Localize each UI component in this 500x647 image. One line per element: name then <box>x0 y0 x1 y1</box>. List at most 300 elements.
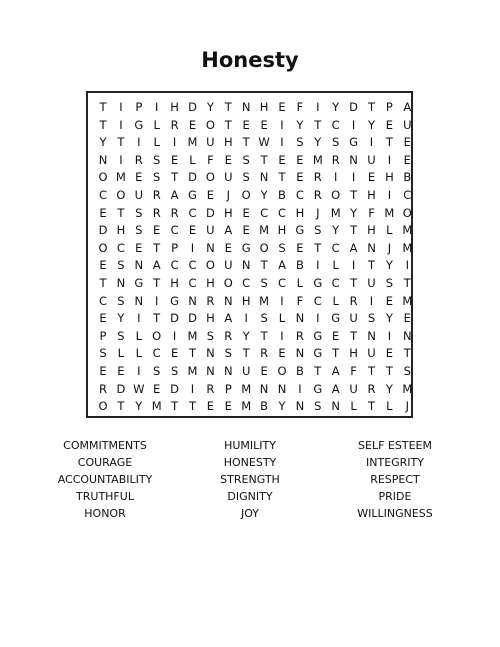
grid-letter[interactable]: H <box>206 311 215 326</box>
grid-letter[interactable]: Y <box>99 135 107 150</box>
grid-letter[interactable]: I <box>405 258 409 273</box>
grid-letter[interactable]: F <box>350 364 357 378</box>
grid-letter[interactable]: E <box>99 258 107 273</box>
grid-letter[interactable]: U <box>367 346 376 361</box>
grid-letter[interactable]: H <box>385 170 394 185</box>
grid-letter[interactable]: L <box>332 258 339 273</box>
grid-letter[interactable]: G <box>349 135 359 150</box>
grid-letter[interactable]: Y <box>117 311 125 326</box>
grid-letter[interactable]: T <box>153 276 161 290</box>
grid-letter[interactable]: C <box>188 205 197 220</box>
grid-letter[interactable]: S <box>153 152 161 167</box>
grid-letter[interactable]: C <box>152 346 161 361</box>
grid-letter[interactable]: T <box>403 276 411 290</box>
grid-letter[interactable]: D <box>116 381 126 396</box>
grid-letter[interactable]: S <box>170 364 179 378</box>
grid-letter[interactable]: M <box>241 399 252 414</box>
grid-letter[interactable]: R <box>206 381 215 396</box>
grid-letter[interactable]: N <box>206 364 215 378</box>
grid-letter[interactable]: T <box>224 100 232 114</box>
grid-letter[interactable]: N <box>277 381 287 396</box>
grid-letter[interactable]: N <box>295 399 305 414</box>
grid-letter[interactable]: Y <box>206 100 214 114</box>
grid-letter[interactable]: L <box>117 346 125 361</box>
grid-letter[interactable]: E <box>403 152 411 167</box>
grid-letter[interactable]: S <box>314 223 322 238</box>
grid-letter[interactable]: O <box>98 170 108 185</box>
grid-letter[interactable]: H <box>277 223 287 238</box>
grid-letter[interactable]: M <box>330 205 341 220</box>
grid-letter[interactable]: S <box>117 258 125 273</box>
grid-letter[interactable]: D <box>349 100 359 114</box>
grid-letter[interactable]: E <box>117 364 125 378</box>
grid-letter[interactable]: M <box>259 293 270 308</box>
grid-letter[interactable]: C <box>313 293 322 308</box>
grid-letter[interactable]: F <box>296 100 304 114</box>
grid-letter[interactable]: N <box>206 346 215 361</box>
grid-letter[interactable]: E <box>385 117 394 132</box>
grid-letter[interactable]: C <box>277 205 287 220</box>
grid-letter[interactable]: E <box>385 293 394 308</box>
grid-letter[interactable]: O <box>205 170 215 185</box>
grid-letter[interactable]: M <box>402 381 413 396</box>
grid-letter[interactable]: I <box>280 117 284 132</box>
grid-letter[interactable]: D <box>188 311 197 326</box>
grid-letter[interactable]: I <box>137 364 141 378</box>
grid-letter[interactable]: I <box>298 381 302 396</box>
grid-letter[interactable]: H <box>367 223 376 238</box>
grid-letter[interactable]: U <box>367 152 376 167</box>
grid-letter[interactable]: M <box>402 223 413 238</box>
grid-letter[interactable]: O <box>116 188 126 202</box>
grid-letter[interactable]: I <box>137 311 141 326</box>
grid-letter[interactable]: T <box>260 328 268 343</box>
grid-letter[interactable]: T <box>385 135 393 150</box>
grid-letter[interactable]: E <box>188 117 197 132</box>
grid-letter[interactable]: C <box>170 258 179 273</box>
grid-letter[interactable]: G <box>170 293 180 308</box>
grid-letter[interactable]: Y <box>350 205 358 220</box>
grid-letter[interactable]: S <box>385 276 394 290</box>
grid-letter[interactable]: U <box>349 381 358 396</box>
grid-letter[interactable]: T <box>350 188 358 202</box>
grid-letter[interactable]: R <box>152 188 161 202</box>
grid-letter[interactable]: U <box>241 364 251 378</box>
grid-letter[interactable]: A <box>152 258 161 273</box>
grid-letter[interactable]: O <box>223 276 233 290</box>
grid-letter[interactable]: C <box>242 276 251 290</box>
grid-letter[interactable]: M <box>402 240 413 255</box>
grid-letter[interactable]: T <box>367 100 376 114</box>
grid-letter[interactable]: A <box>403 100 412 114</box>
grid-letter[interactable]: Y <box>332 223 340 238</box>
grid-letter[interactable]: I <box>369 293 374 308</box>
grid-letter[interactable]: L <box>296 276 304 290</box>
grid-letter[interactable]: R <box>134 152 143 167</box>
grid-letter[interactable]: E <box>224 152 232 167</box>
grid-letter[interactable]: T <box>367 399 376 414</box>
grid-letter[interactable]: J <box>226 188 230 202</box>
grid-letter[interactable]: P <box>99 328 107 343</box>
grid-letter[interactable]: U <box>206 135 215 150</box>
grid-letter[interactable]: I <box>351 258 356 273</box>
grid-letter[interactable]: I <box>387 188 392 202</box>
grid-letter[interactable]: T <box>117 205 125 220</box>
grid-letter[interactable]: C <box>170 223 179 238</box>
grid-letter[interactable]: T <box>171 399 179 414</box>
grid-letter[interactable]: S <box>278 240 286 255</box>
grid-letter[interactable]: I <box>316 311 320 326</box>
grid-letter[interactable]: E <box>188 223 197 238</box>
grid-letter[interactable]: S <box>242 170 250 185</box>
grid-letter[interactable]: T <box>153 240 161 255</box>
grid-letter[interactable]: O <box>98 240 108 255</box>
grid-letter[interactable]: L <box>135 346 142 361</box>
grid-letter[interactable]: P <box>171 240 179 255</box>
grid-letter[interactable]: T <box>314 117 322 132</box>
grid-letter[interactable]: E <box>403 311 411 326</box>
grid-letter[interactable]: I <box>119 117 123 132</box>
grid-letter[interactable]: S <box>260 311 268 326</box>
grid-letter[interactable]: R <box>349 293 358 308</box>
grid-letter[interactable]: J <box>316 205 320 220</box>
grid-letter[interactable]: U <box>224 258 233 273</box>
grid-letter[interactable]: E <box>242 223 250 238</box>
grid-letter[interactable]: C <box>260 205 269 220</box>
grid-letter[interactable]: R <box>99 381 107 396</box>
grid-letter[interactable]: S <box>242 152 250 167</box>
grid-letter[interactable]: H <box>349 346 358 361</box>
grid-letter[interactable]: L <box>332 293 339 308</box>
grid-letter[interactable]: U <box>403 117 412 132</box>
grid-letter[interactable]: G <box>313 381 323 396</box>
grid-letter[interactable]: C <box>331 117 340 132</box>
grid-letter[interactable]: D <box>98 223 108 238</box>
grid-letter[interactable]: E <box>296 240 304 255</box>
grid-letter[interactable]: G <box>331 311 341 326</box>
grid-letter[interactable]: N <box>259 170 269 185</box>
grid-letter[interactable]: E <box>170 346 179 361</box>
grid-letter[interactable]: E <box>278 346 286 361</box>
grid-letter[interactable]: S <box>135 223 143 238</box>
grid-letter[interactable]: G <box>188 188 197 202</box>
grid-letter[interactable]: I <box>316 258 320 273</box>
grid-letter[interactable]: Y <box>367 117 376 132</box>
grid-letter[interactable]: Y <box>135 399 143 414</box>
grid-letter[interactable]: E <box>260 364 268 378</box>
grid-letter[interactable]: I <box>244 311 248 326</box>
grid-letter[interactable]: M <box>241 381 252 396</box>
grid-letter[interactable]: J <box>405 399 409 414</box>
grid-letter[interactable]: E <box>367 170 376 185</box>
grid-letter[interactable]: S <box>117 293 125 308</box>
grid-letter[interactable]: S <box>403 364 411 378</box>
grid-letter[interactable]: U <box>349 311 358 326</box>
grid-letter[interactable]: N <box>367 240 376 255</box>
grid-letter[interactable]: H <box>295 205 305 220</box>
grid-letter[interactable]: H <box>223 205 233 220</box>
grid-letter[interactable]: M <box>187 135 198 150</box>
grid-letter[interactable]: O <box>152 328 162 343</box>
grid-letter[interactable]: D <box>170 381 180 396</box>
grid-letter[interactable]: M <box>259 223 270 238</box>
grid-letter[interactable]: C <box>98 293 108 308</box>
grid-letter[interactable]: L <box>153 135 160 150</box>
grid-letter[interactable]: H <box>206 276 215 290</box>
grid-letter[interactable]: S <box>99 346 107 361</box>
grid-letter[interactable]: H <box>170 276 179 290</box>
grid-letter[interactable]: A <box>170 188 179 202</box>
grid-letter[interactable]: L <box>386 399 393 414</box>
grid-letter[interactable]: N <box>134 258 144 273</box>
grid-letter[interactable]: W <box>258 135 270 150</box>
grid-letter[interactable]: E <box>135 240 143 255</box>
grid-letter[interactable]: E <box>296 170 304 185</box>
grid-letter[interactable]: N <box>295 311 305 326</box>
grid-letter[interactable]: E <box>153 381 161 396</box>
grid-letter[interactable]: E <box>206 399 215 414</box>
grid-letter[interactable]: H <box>170 100 179 114</box>
grid-letter[interactable]: M <box>187 364 198 378</box>
grid-letter[interactable]: G <box>295 223 305 238</box>
grid-letter[interactable]: E <box>296 152 304 167</box>
grid-letter[interactable]: E <box>242 205 250 220</box>
grid-letter[interactable]: N <box>367 328 376 343</box>
grid-letter[interactable]: Y <box>385 381 393 396</box>
grid-letter[interactable]: S <box>135 205 143 220</box>
grid-letter[interactable]: T <box>242 135 250 150</box>
grid-letter[interactable]: N <box>206 240 215 255</box>
grid-letter[interactable]: A <box>278 258 286 273</box>
grid-letter[interactable]: F <box>207 152 214 167</box>
grid-letter[interactable]: A <box>349 240 358 255</box>
grid-letter[interactable]: T <box>117 135 125 150</box>
grid-letter[interactable]: I <box>280 293 284 308</box>
grid-letter[interactable]: G <box>313 328 323 343</box>
grid-letter[interactable]: M <box>115 170 126 185</box>
grid-letter[interactable]: G <box>134 276 144 290</box>
grid-letter[interactable]: I <box>172 328 177 343</box>
grid-letter[interactable]: M <box>384 205 395 220</box>
grid-letter[interactable]: C <box>116 240 125 255</box>
grid-letter[interactable]: E <box>332 328 340 343</box>
grid-letter[interactable]: T <box>260 152 268 167</box>
grid-letter[interactable]: I <box>154 100 159 114</box>
grid-letter[interactable]: N <box>188 293 197 308</box>
grid-letter[interactable]: N <box>402 328 412 343</box>
grid-letter[interactable]: O <box>205 117 215 132</box>
grid-letter[interactable]: G <box>241 240 251 255</box>
grid-letter[interactable]: E <box>224 399 232 414</box>
grid-letter[interactable]: H <box>367 188 376 202</box>
grid-letter[interactable]: Y <box>332 100 340 114</box>
grid-letter[interactable]: O <box>259 240 269 255</box>
grid-letter[interactable]: E <box>206 188 215 202</box>
grid-letter[interactable]: R <box>260 346 269 361</box>
grid-letter[interactable]: C <box>188 258 197 273</box>
grid-letter[interactable]: C <box>403 188 412 202</box>
grid-letter[interactable]: H <box>241 293 251 308</box>
grid-letter[interactable]: I <box>369 135 374 150</box>
grid-letter[interactable]: T <box>350 328 358 343</box>
grid-letter[interactable]: D <box>188 170 197 185</box>
grid-letter[interactable]: Y <box>296 117 304 132</box>
grid-letter[interactable]: O <box>402 205 412 220</box>
grid-letter[interactable]: T <box>332 346 340 361</box>
grid-letter[interactable]: E <box>99 364 107 378</box>
grid-letter[interactable]: B <box>403 170 412 185</box>
grid-letter[interactable]: L <box>135 328 142 343</box>
grid-letter[interactable]: R <box>295 328 304 343</box>
grid-letter[interactable]: I <box>190 240 195 255</box>
grid-letter[interactable]: M <box>312 152 323 167</box>
grid-letter[interactable]: I <box>387 328 392 343</box>
grid-letter[interactable]: S <box>117 328 125 343</box>
grid-letter[interactable]: Y <box>385 311 393 326</box>
grid-letter[interactable]: U <box>206 223 215 238</box>
grid-letter[interactable]: P <box>224 381 232 396</box>
grid-letter[interactable]: S <box>206 328 215 343</box>
grid-letter[interactable]: C <box>295 188 304 202</box>
grid-letter[interactable]: T <box>242 346 250 361</box>
grid-letter[interactable]: I <box>316 100 320 114</box>
grid-letter[interactable]: I <box>172 135 177 150</box>
grid-letter[interactable]: E <box>99 311 107 326</box>
grid-letter[interactable]: Y <box>314 135 322 150</box>
grid-letter[interactable]: R <box>313 188 322 202</box>
grid-letter[interactable]: T <box>367 364 376 378</box>
grid-letter[interactable]: N <box>241 258 251 273</box>
grid-letter[interactable]: I <box>154 293 159 308</box>
grid-letter[interactable]: C <box>331 276 340 290</box>
grid-letter[interactable]: T <box>385 364 393 378</box>
grid-letter[interactable]: M <box>187 328 198 343</box>
grid-letter[interactable]: I <box>351 170 356 185</box>
grid-letter[interactable]: P <box>135 100 143 114</box>
grid-letter[interactable]: H <box>259 100 269 114</box>
grid-letter[interactable]: Y <box>385 258 393 273</box>
grid-letter[interactable]: T <box>99 117 107 132</box>
grid-letter[interactable]: S <box>153 364 161 378</box>
grid-letter[interactable]: S <box>224 346 232 361</box>
grid-letter[interactable]: G <box>313 346 323 361</box>
grid-letter[interactable]: R <box>224 328 233 343</box>
grid-letter[interactable]: I <box>280 135 284 150</box>
grid-letter[interactable]: C <box>188 276 197 290</box>
grid-letter[interactable]: I <box>333 170 338 185</box>
grid-letter[interactable]: T <box>171 170 179 185</box>
grid-letter[interactable]: L <box>189 152 196 167</box>
grid-letter[interactable]: O <box>205 258 215 273</box>
grid-letter[interactable]: R <box>170 117 179 132</box>
grid-letter[interactable]: T <box>99 276 107 290</box>
grid-letter[interactable]: L <box>350 399 357 414</box>
grid-letter[interactable]: P <box>385 100 393 114</box>
grid-letter[interactable]: L <box>386 223 393 238</box>
grid-letter[interactable]: R <box>313 170 322 185</box>
grid-letter[interactable]: T <box>153 311 161 326</box>
grid-letter[interactable]: E <box>135 170 143 185</box>
grid-letter[interactable]: O <box>98 399 108 414</box>
grid-letter[interactable]: T <box>260 258 268 273</box>
grid-letter[interactable]: H <box>223 135 233 150</box>
grid-letter[interactable]: T <box>350 276 358 290</box>
grid-letter[interactable]: N <box>223 364 233 378</box>
grid-letter[interactable]: C <box>277 276 287 290</box>
grid-letter[interactable]: E <box>385 346 394 361</box>
grid-letter[interactable]: R <box>367 381 376 396</box>
grid-letter[interactable]: U <box>367 276 376 290</box>
grid-letter[interactable]: R <box>152 205 161 220</box>
grid-letter[interactable]: I <box>119 152 123 167</box>
grid-letter[interactable]: I <box>351 117 356 132</box>
grid-letter[interactable]: R <box>170 205 179 220</box>
grid-letter[interactable]: C <box>98 188 108 202</box>
grid-letter[interactable]: F <box>296 293 304 308</box>
grid-letter[interactable]: U <box>134 188 143 202</box>
grid-letter[interactable]: B <box>295 364 304 378</box>
grid-letter[interactable]: A <box>224 223 233 238</box>
grid-letter[interactable]: Y <box>278 399 286 414</box>
grid-letter[interactable]: D <box>205 205 215 220</box>
grid-letter[interactable]: E <box>153 223 161 238</box>
grid-letter[interactable]: O <box>331 188 341 202</box>
grid-letter[interactable]: T <box>314 240 322 255</box>
grid-letter[interactable]: E <box>278 152 286 167</box>
grid-letter[interactable]: T <box>188 399 197 414</box>
grid-letter[interactable]: I <box>280 328 284 343</box>
grid-letter[interactable]: M <box>402 293 413 308</box>
grid-letter[interactable]: E <box>224 240 232 255</box>
grid-letter[interactable]: W <box>133 381 145 396</box>
grid-letter[interactable]: E <box>242 117 250 132</box>
grid-letter[interactable]: E <box>170 152 179 167</box>
grid-letter[interactable]: T <box>117 399 125 414</box>
grid-letter[interactable]: T <box>278 170 286 185</box>
grid-letter[interactable]: N <box>98 152 108 167</box>
grid-letter[interactable]: E <box>403 135 411 150</box>
grid-letter[interactable]: R <box>206 293 215 308</box>
grid-letter[interactable]: N <box>259 381 269 396</box>
grid-letter[interactable]: B <box>295 258 304 273</box>
grid-letter[interactable]: N <box>295 346 305 361</box>
grid-letter[interactable]: H <box>116 223 126 238</box>
grid-letter[interactable]: D <box>188 100 197 114</box>
grid-letter[interactable]: T <box>403 346 411 361</box>
grid-letter[interactable]: S <box>367 311 376 326</box>
grid-letter[interactable]: B <box>278 188 286 202</box>
grid-letter[interactable]: Y <box>260 188 268 202</box>
grid-letter[interactable]: S <box>296 135 304 150</box>
grid-letter[interactable]: S <box>332 135 340 150</box>
grid-letter[interactable]: L <box>278 311 286 326</box>
grid-letter[interactable]: N <box>134 293 144 308</box>
grid-letter[interactable]: N <box>116 276 126 290</box>
grid-letter[interactable]: I <box>387 152 392 167</box>
grid-letter[interactable]: N <box>241 100 251 114</box>
grid-letter[interactable]: N <box>349 152 358 167</box>
grid-letter[interactable]: T <box>350 223 358 238</box>
grid-letter[interactable]: R <box>331 152 340 167</box>
grid-letter[interactable]: E <box>260 117 268 132</box>
grid-letter[interactable]: M <box>151 399 162 414</box>
grid-letter[interactable]: L <box>153 117 160 132</box>
grid-letter[interactable]: A <box>331 381 340 396</box>
grid-letter[interactable]: A <box>331 364 340 378</box>
grid-letter[interactable]: E <box>99 205 107 220</box>
grid-letter[interactable]: N <box>223 293 233 308</box>
grid-letter[interactable]: T <box>314 364 322 378</box>
